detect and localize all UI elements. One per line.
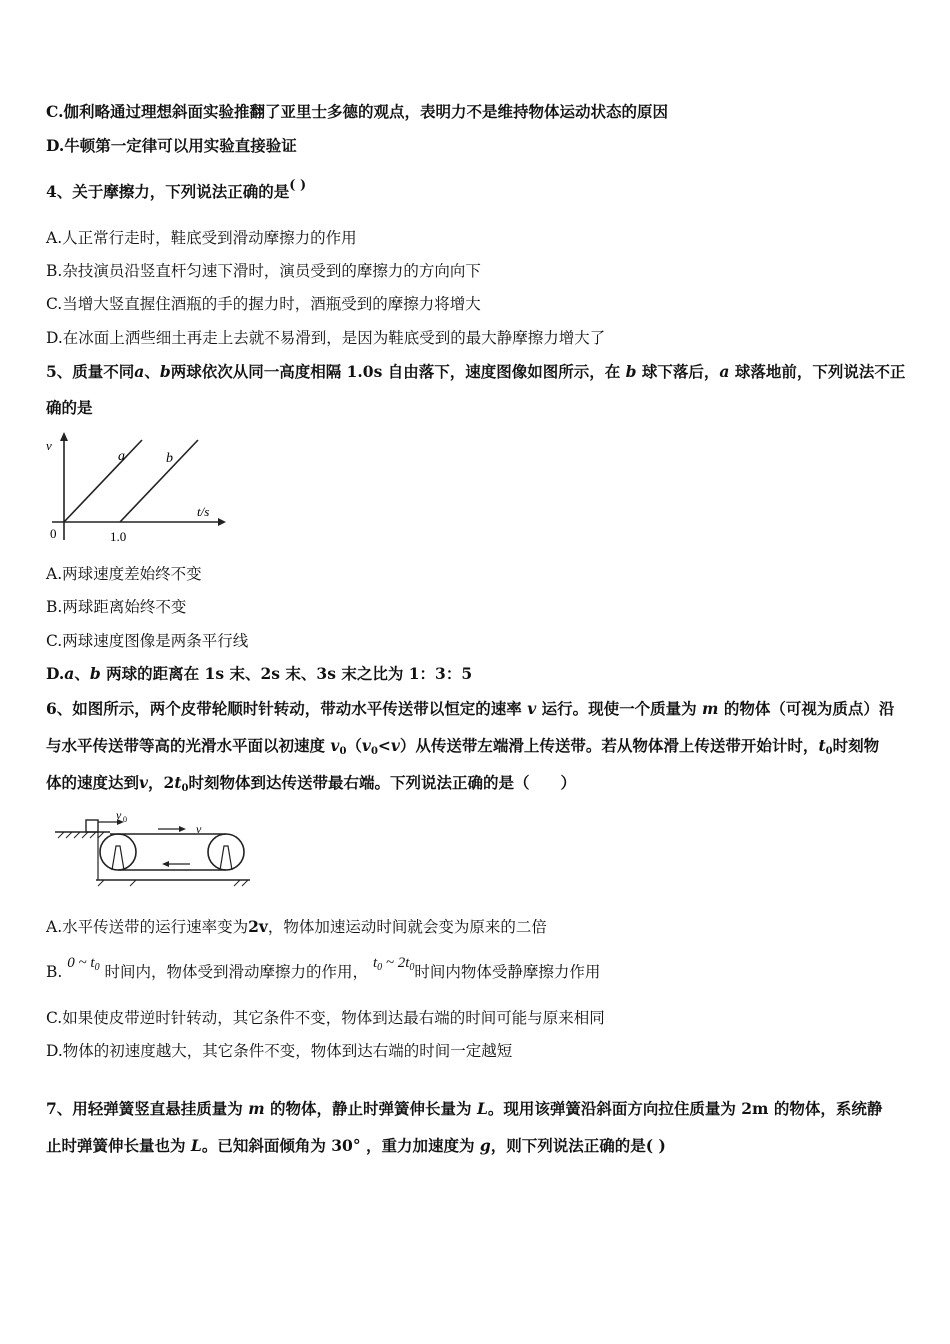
q6-sub-0: 0 (825, 746, 833, 757)
q6-var-v0: v (330, 736, 340, 755)
q5-opt-d-part: 1s (204, 664, 225, 683)
q3-option-d: D.牛顿第一定律可以用实验直接验证 (46, 136, 297, 155)
q6-sub-0: 0 (370, 746, 378, 757)
q6-conveyor-figure (50, 808, 300, 888)
graph-line-b (120, 440, 198, 522)
q6-opt-b-text1: 时间内，物体受到滑动摩擦力的作用， (104, 963, 369, 981)
q6-stem-part: ）从传送带左端滑上传送带。若从物体滑上传送带开始计时， (399, 736, 819, 755)
q5-var-b: b (159, 362, 171, 381)
q6-option-d: D.物体的初速度越大，其它条件不变，物体到达右端的时间一定越短 (46, 1042, 513, 1060)
graph-y-arrow (60, 432, 68, 441)
q6-opt-a-part: A.水平传送带的运行速率变为 (46, 918, 249, 936)
q6-var-v0: v (361, 736, 371, 755)
q6-option-b (46, 955, 601, 988)
q6-stem-part: 体的速度达到 (46, 773, 140, 792)
q5-var-b: b (625, 362, 637, 381)
q3-option-c: C.伽利略通过理想斜面实验推翻了亚里士多德的观点，表明力不是维持物体运动状态的原因 (46, 102, 668, 121)
q5-sep: 、 (74, 664, 90, 683)
q5-opt-d-part: D. (46, 664, 65, 683)
q7-stem-part: ，则下列说法正确的是 (490, 1136, 646, 1155)
q5-var-b: b (89, 664, 101, 683)
q5-option-b: B.两球距离始终不变 (46, 598, 187, 616)
q7-var-m: m (248, 1099, 265, 1118)
q6-var-v: v (139, 773, 149, 792)
q5-var-a: a (134, 362, 145, 381)
q6-two: 2 (163, 773, 175, 792)
q6-stem-line1 (46, 699, 894, 719)
q7-stem-part: 7、用轻弹簧竖直悬挂质量为 (46, 1099, 243, 1118)
q5-velocity-graph (40, 428, 230, 548)
q6-var-m: m (702, 699, 719, 718)
q5-opt-d-part: 末、 (285, 664, 317, 683)
graph-origin-label: 0 (50, 526, 57, 541)
q6-var-t: t (818, 736, 826, 755)
graph-line-a-label: a (118, 449, 125, 464)
q6-opt-b-math1: 0 ~ $t_0$ (67, 955, 100, 973)
q7-stem-line1 (46, 1099, 882, 1119)
q6-stem-part: （ (346, 736, 362, 755)
q5-opt-d-part: 末之比为 (341, 664, 404, 683)
graph-x-label: t/s (197, 504, 210, 519)
q7-var-L: L (190, 1136, 202, 1155)
q5-stem-part: 球落地前，下列说法不正 (734, 362, 906, 381)
q5-opt-d-part: 3s (316, 664, 336, 683)
q4-option-d: D.在冰面上洒些细土再走上去就不易滑到，是因为鞋底受到的最大静摩擦力增大了 (46, 329, 606, 347)
q6-opt-b-text2: 时间内物体受静摩擦力作用 (414, 963, 601, 981)
q5-gap: 1.0s (346, 362, 383, 381)
q6-option-c: C.如果使皮带逆时针转动，其它条件不变，物体到达最右端的时间可能与原来相同 (46, 1009, 605, 1027)
q5-stem (46, 362, 905, 382)
block (86, 820, 98, 832)
q7-angle: 30° (331, 1136, 361, 1155)
left-support (112, 846, 124, 870)
q7-stem-part: 。已知斜面倾角为 (201, 1136, 326, 1155)
q5-opt-d-part: 末、 (229, 664, 261, 683)
q7-var-2m: 2m (741, 1099, 769, 1118)
bottom-ground-hatch (98, 880, 248, 886)
belt-bottom-arrowhead (162, 861, 169, 867)
q4-stem-text: 4、关于摩擦力，下列说法正确的是 (46, 182, 290, 201)
q7-stem-line2 (46, 1136, 666, 1156)
q6-option-a (46, 917, 547, 937)
q5-option-d (46, 664, 472, 684)
q4-stem (46, 178, 307, 204)
q5-stem-part: 自由落下，速度图像如图所示，在 (387, 362, 621, 381)
q5-var-a: a (64, 664, 75, 683)
q6-stem-part: 与水平传送带等高的光滑水平面以初速度 (46, 736, 326, 755)
q4-option-c: C.当增大竖直握住酒瓶的手的握力时，酒瓶受到的摩擦力将增大 (46, 295, 481, 313)
q5-stem-part: 两球依次从同一高度相隔 (170, 362, 342, 381)
q4-answer-paren: ( ) (289, 178, 307, 193)
q6-stem-part: 时刻物体到达传送带最右端。下列说法正确的是（ ） (188, 773, 576, 792)
q5-option-c: C.两球速度图像是两条平行线 (46, 632, 249, 650)
left-pulley (100, 834, 136, 870)
q7-stem-part: 的物体，静止时弹簧伸长量为 (270, 1099, 472, 1118)
graph-y-label: v (46, 438, 52, 453)
q5-sep: 、 (144, 362, 160, 381)
q5-opt-d-part: 1：3：5 (408, 664, 473, 683)
left-ground-hatch (58, 832, 104, 838)
graph-tick-label: 1.0 (110, 529, 127, 544)
q6-var-t: t (174, 773, 182, 792)
q6-var-v: v (390, 736, 400, 755)
q6-opt-a-2v: 2v (248, 917, 268, 936)
q5-option-a: A.两球速度差始终不变 (46, 565, 202, 583)
q6-var-v: v (527, 699, 537, 718)
q6-stem-part: 运行。现使一个质量为 (541, 699, 697, 718)
q4-option-a: A.人正常行走时，鞋底受到滑动摩擦力的作用 (46, 229, 357, 247)
q6-opt-b-math2: $t_0$ ~ $2t_0$ (372, 955, 415, 973)
v0-label-sub: 0 (123, 815, 127, 824)
q6-sub-0: 0 (181, 783, 189, 794)
q6-stem-part: ， (148, 773, 164, 792)
q4-option-b: B.杂技演员沿竖直杆匀速下滑时，演员受到的摩擦力的方向向下 (46, 262, 481, 280)
graph-x-arrow (218, 518, 226, 526)
graph-line-a (64, 440, 142, 522)
q6-opt-b-pre: B. (46, 963, 63, 981)
q7-stem-part: 止时弹簧伸长量也为 (46, 1136, 186, 1155)
q5-stem-part: 5、质量不同 (46, 362, 135, 381)
q6-stem-part: < (377, 736, 391, 755)
belt-v-label: v (196, 822, 202, 836)
graph-line-b-label: b (166, 451, 173, 466)
q6-stem-part: 时刻物 (832, 736, 880, 755)
belt-top-arrowhead (179, 826, 186, 832)
q6-stem-line3 (46, 773, 576, 799)
q5-opt-d-part: 两球的距离在 (106, 664, 200, 683)
q7-stem-part: 。现用该弹簧沿斜面方向拉住质量为 (487, 1099, 736, 1118)
q5-stem-part: 球下落后， (641, 362, 720, 381)
q6-stem-part: 6、如图所示，两个皮带轮顺时针转动，带动水平传送带以恒定的速率 (46, 699, 522, 718)
q5-opt-d-part: 2s (260, 664, 280, 683)
q6-sub-0: 0 (339, 746, 347, 757)
right-pulley (208, 834, 244, 870)
v0-label: v (116, 808, 122, 822)
q6-stem-part: 的物体（可视为质点）沿 (723, 699, 895, 718)
q6-opt-a-part: ，物体加速运动时间就会变为原来的二倍 (267, 918, 547, 936)
q7-answer-paren: ( ) (645, 1136, 666, 1155)
q7-stem-part: 的物体，系统静 (773, 1099, 883, 1118)
q5-var-a: a (719, 362, 730, 381)
q5-stem-line2: 确的是 (46, 398, 93, 417)
q6-stem-line2 (46, 736, 879, 762)
q7-var-g: g (479, 1136, 491, 1155)
q7-var-L: L (476, 1099, 488, 1118)
q7-stem-part: ，重力加速度为 (365, 1136, 475, 1155)
right-support (220, 846, 232, 870)
